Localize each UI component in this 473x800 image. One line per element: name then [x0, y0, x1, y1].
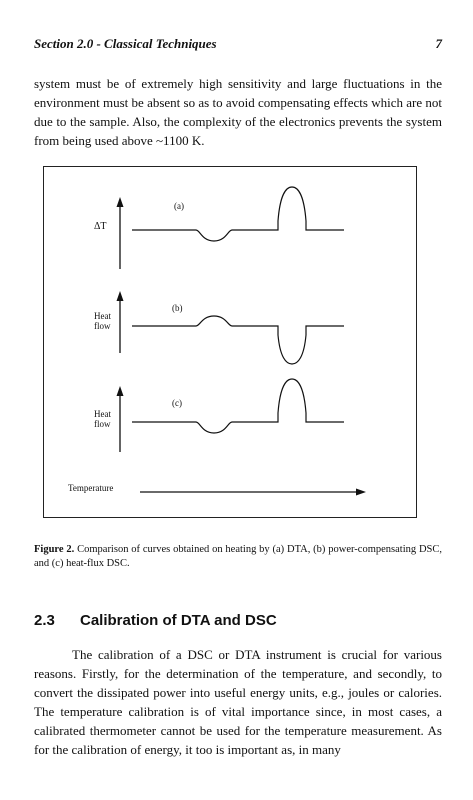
panel-c-curve	[132, 379, 344, 433]
x-axis-label: Temperature	[68, 483, 114, 493]
caption-label: Figure 2.	[34, 544, 75, 555]
panel-c-tag: (c)	[172, 398, 182, 408]
section-heading	[34, 612, 277, 629]
running-header	[34, 36, 442, 52]
curves-diagram	[44, 167, 418, 519]
panel-a-curve	[132, 187, 344, 241]
panel-a-ylabel: ΔT	[94, 221, 107, 232]
panel-c-ylabel: Heat flow	[94, 409, 111, 429]
page-number: 7	[435, 36, 442, 51]
section-running-title: Section 2.0 - Classical Techniques	[34, 36, 217, 51]
paragraph-bottom: The calibration of a DSC or DTA instrument is crucial for various reasons. Firstly, for the determination of the temperature, and secondly, to convert the dissipated power into useful energy units, e.g., joules or calories. The temperature calibration is of vital importance since, in most cases, a calibrated thermometer cannot be used for the temperature measurement. As for the calibration of energy, it too is important as, in many	[34, 647, 442, 757]
section-number: 2.3	[34, 612, 55, 629]
panel-b-axis-arrowhead	[117, 291, 124, 301]
figure-2	[43, 166, 417, 518]
panel-c-axis-arrowhead	[117, 386, 124, 396]
panel-b-ylabel: Heat flow	[94, 311, 111, 331]
figure-caption	[34, 543, 442, 571]
temperature-axis-arrowhead	[356, 489, 366, 496]
panel-b-curve	[132, 316, 344, 364]
paragraph-top: system must be of extremely high sensitivity and large fluctuations in the environment must be absent so as to avoid compensating effects which are not due to the sample. Also, the complexity of the electronics prevents the system from being used above ~1100 K.	[34, 76, 442, 148]
panel-a-tag: (a)	[174, 201, 184, 211]
panel-b-tag: (b)	[172, 303, 183, 313]
section-title: Calibration of DTA and DSC	[80, 612, 277, 629]
caption-text: Comparison of curves obtained on heating by (a) DTA, (b) power-compensating DSC, and (c) heat-flux DSC.	[34, 544, 442, 569]
panel-a-axis-arrowhead	[117, 197, 124, 207]
